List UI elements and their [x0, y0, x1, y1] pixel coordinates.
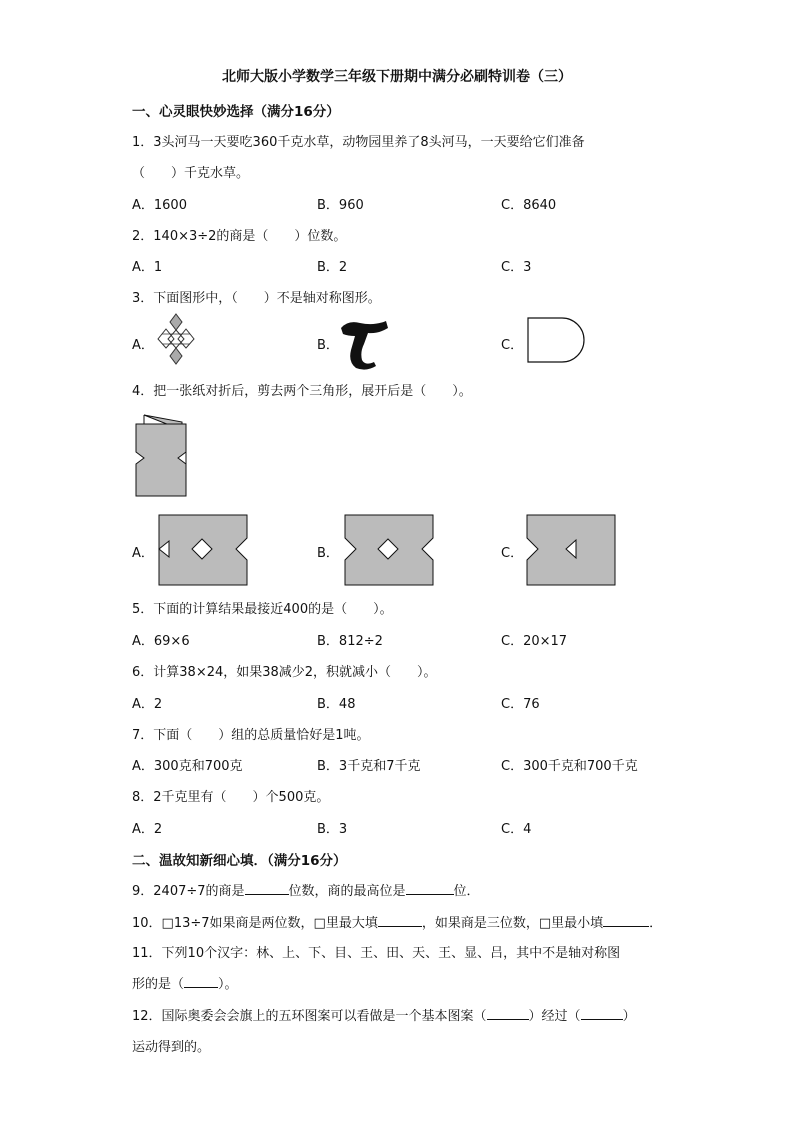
q12-blank-2[interactable] [581, 1007, 623, 1020]
q6-text: 6．计算38×24，如果38减少2，积就减小（ ）。 [132, 665, 437, 680]
q7-option-a[interactable]: A．300克和700克 [132, 759, 243, 774]
q8-option-a[interactable]: A．2 [132, 822, 163, 837]
q3-option-a[interactable]: A． [132, 338, 154, 353]
diamond-pattern-figure [154, 312, 198, 366]
q9-part3: 位． [453, 884, 480, 899]
q1-text-cont: （ ）千克水草。 [132, 166, 250, 181]
q3-option-c[interactable]: C． [501, 338, 524, 353]
q4-option-c[interactable]: C． [501, 546, 524, 561]
q2-text: 2．140×3÷2的商是（ ）位数。 [132, 229, 347, 244]
q8-option-c[interactable]: C．4 [501, 822, 532, 837]
q10-part1: 10．□13÷7如果商是两位数，□里最大填 [132, 916, 378, 931]
q10-part3: ． [649, 916, 663, 931]
page-title: 北师大版小学数学三年级下册期中满分必刷特训卷（三） [222, 69, 572, 85]
q7-option-c[interactable]: C．300千克和700千克 [501, 759, 638, 774]
q12-text-cont: 运动得到的。 [132, 1040, 211, 1055]
q9-blank-1[interactable] [245, 882, 289, 895]
q4-option-b[interactable]: B． [317, 546, 339, 561]
q5-option-c[interactable]: C．20×17 [501, 634, 568, 649]
q1-text: 1．3头河马一天要吃360千克水草，动物园里养了8头河马，一天要给它们准备 [132, 135, 585, 150]
q7-text: 7．下面（ ）组的总质量恰好是1吨。 [132, 728, 370, 743]
q10-part2: ，如果商是三位数，□里最小填 [421, 916, 604, 931]
q3-text: 3．下面图形中，（ ）不是轴对称图形。 [132, 291, 381, 306]
q1-option-a[interactable]: A．1600 [132, 198, 187, 213]
q3-option-b[interactable]: B． [317, 338, 339, 353]
q2-option-a[interactable]: A．1 [132, 260, 163, 275]
q6-option-b[interactable]: B．48 [317, 697, 356, 712]
q12-part3: ） [622, 1009, 636, 1024]
q9-text [132, 880, 480, 899]
q10-blank-2[interactable] [603, 914, 649, 927]
q11-part2: ）。 [218, 977, 238, 992]
q6-option-a[interactable]: A．2 [132, 697, 163, 712]
q8-text: 8．2千克里有（ ）个500克。 [132, 790, 330, 805]
telecom-logo-figure [338, 318, 390, 370]
q5-option-a[interactable]: A．69×6 [132, 634, 190, 649]
q12-part1: 12．国际奥委会会旗上的五环图案可以看做是一个基本图案（ [132, 1009, 487, 1024]
q2-option-b[interactable]: B．2 [317, 260, 348, 275]
q9-part1: 9．2407÷7的商是 [132, 884, 245, 899]
q4-text: 4．把一张纸对折后，剪去两个三角形，展开后是（ ）。 [132, 384, 472, 399]
q10-blank-1[interactable] [378, 914, 422, 927]
q12-text [132, 1005, 636, 1024]
q6-option-c[interactable]: C．76 [501, 697, 540, 712]
q11-text: 11．下列10个汉字：林、上、下、目、王、田、天、王、显、吕，其中不是轴对称图 [132, 946, 621, 961]
unfolded-paper-option-b [342, 512, 436, 588]
q12-part2: ）经过（ [528, 1009, 581, 1024]
q7-option-b[interactable]: B．3千克和7千克 [317, 759, 421, 774]
section2-heading: 二、温故知新细心填．（满分16分） [132, 853, 347, 869]
folded-paper-figure [134, 412, 190, 500]
q1-option-c[interactable]: C．8640 [501, 198, 557, 213]
q5-option-b[interactable]: B．812÷2 [317, 634, 383, 649]
q8-option-b[interactable]: B．3 [317, 822, 348, 837]
section1-heading: 一、心灵眼快妙选择（满分16分） [132, 104, 340, 120]
semicircle-figure [526, 315, 590, 365]
unfolded-paper-option-a [156, 512, 250, 588]
q1-option-b[interactable]: B．960 [317, 198, 364, 213]
unfolded-paper-option-c [524, 512, 618, 588]
q12-blank-1[interactable] [487, 1007, 529, 1020]
q11-text-cont [132, 973, 238, 992]
q2-option-c[interactable]: C．3 [501, 260, 532, 275]
q4-option-a[interactable]: A． [132, 546, 154, 561]
q5-text: 5．下面的计算结果最接近400的是（ ）。 [132, 602, 393, 617]
q9-blank-2[interactable] [406, 882, 454, 895]
q11-blank[interactable] [184, 975, 218, 988]
q11-part1: 形的是（ [132, 977, 185, 992]
q9-part2: 位数，商的最高位是 [288, 884, 406, 899]
q10-text [132, 912, 662, 931]
